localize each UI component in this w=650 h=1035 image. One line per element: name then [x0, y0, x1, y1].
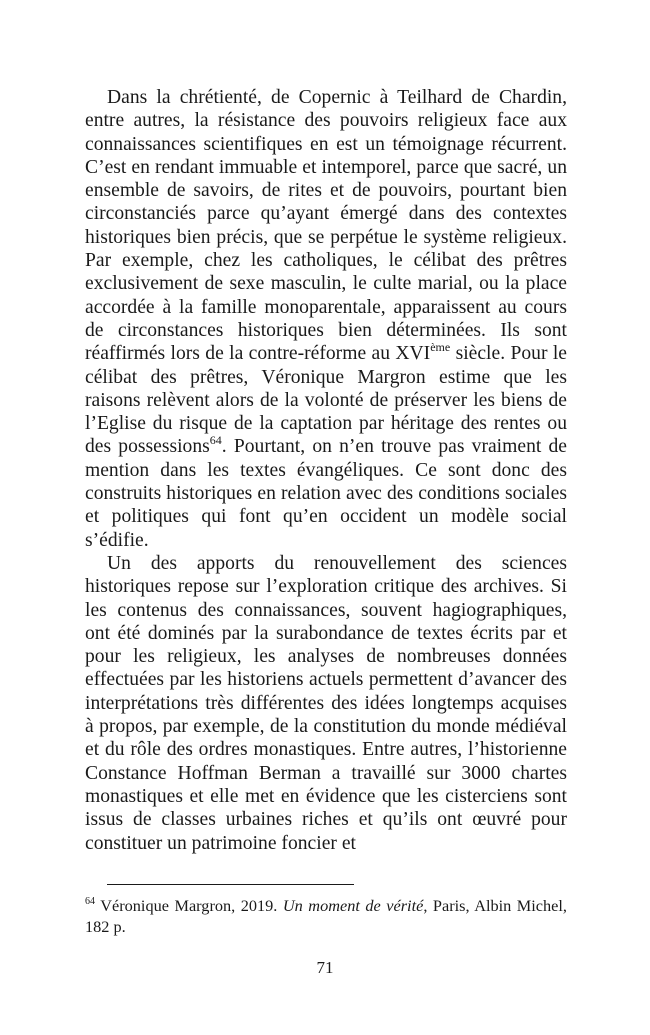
footnote-reference[interactable]: 64	[209, 432, 222, 447]
paragraph-2: Un des apports du renouvellement des sciences historiques repose sur l’exploration critique des archives. Si les contenus des connaissances, souvent hagiographiques, ont été dominés par la surabondance de textes écrits par et pour les religieux, les analyses de nombreuses données effectuées par les historiens actuels permettent d’avancer des interprétations très différentes des idées longtemps acquises à propos, par exemple, de la constitution du monde médiéval et du rôle des ordres monastiques. Entre autres, l’historienne Constance Hoffman Berman a travaillé sur 3000 chartes monastiques et elle met en évidence que les cisterciens sont issus de classes urbaines riches et qu’ils ont œuvré pour constituer un patrimoine foncier et	[85, 552, 567, 854]
paragraph-1-part-2: siècle. Pour le célibat des prêtres, Véronique Margron estime que les raisons relèvent alors de la volonté de préserver les biens de l’Eglise du risque de la captation par héritage des rentes ou des possessions	[85, 343, 567, 458]
paragraph-1-part-3: . Pourtant, on n’en trouve pas vraiment de mention dans les textes évangéliques. Ce sont donc des construits historiques en relation avec des conditions sociales et politiques qui font qu’en occident un modèle social s’édifie.	[85, 436, 567, 551]
century-superscript: ème	[430, 339, 451, 354]
footnote-author: Véronique Margron, 2019.	[95, 896, 283, 915]
paragraph-1	[85, 86, 567, 552]
page-number: 71	[316, 958, 334, 977]
footnote-publisher: , Paris, Albin Michel, 182 p.	[85, 896, 567, 936]
paragraph-1-part-1: Dans la chrétienté, de Copernic à Teilhard de Chardin, entre autres, la résistance des pouvoirs religieux face aux connaissances scientifiques en est un témoignage récurrent. C’est en rendant immuable et intemporel, parce que sacré, un ensemble de savoirs, de rites et de pouvoirs, pourtant bien circonstanciés parce qu’ayant émergé dans des contextes historiques bien précis, que se perpétue le système religieux. Par exemple, chez les catholiques, le célibat des prêtres exclusivement de sexe masculin, le culte marial, ou la place accordée à la famille monoparentale, apparaissent au cours de circonstances historiques bien déterminées. Ils sont réaffirmés lors de la contre-réforme au XVI	[85, 87, 567, 365]
page-body	[85, 86, 567, 855]
footnote-marker: 64	[85, 895, 95, 907]
footnote	[85, 895, 567, 937]
footnote-title: Un moment de vérité	[282, 896, 424, 915]
footnote-separator	[107, 884, 354, 885]
